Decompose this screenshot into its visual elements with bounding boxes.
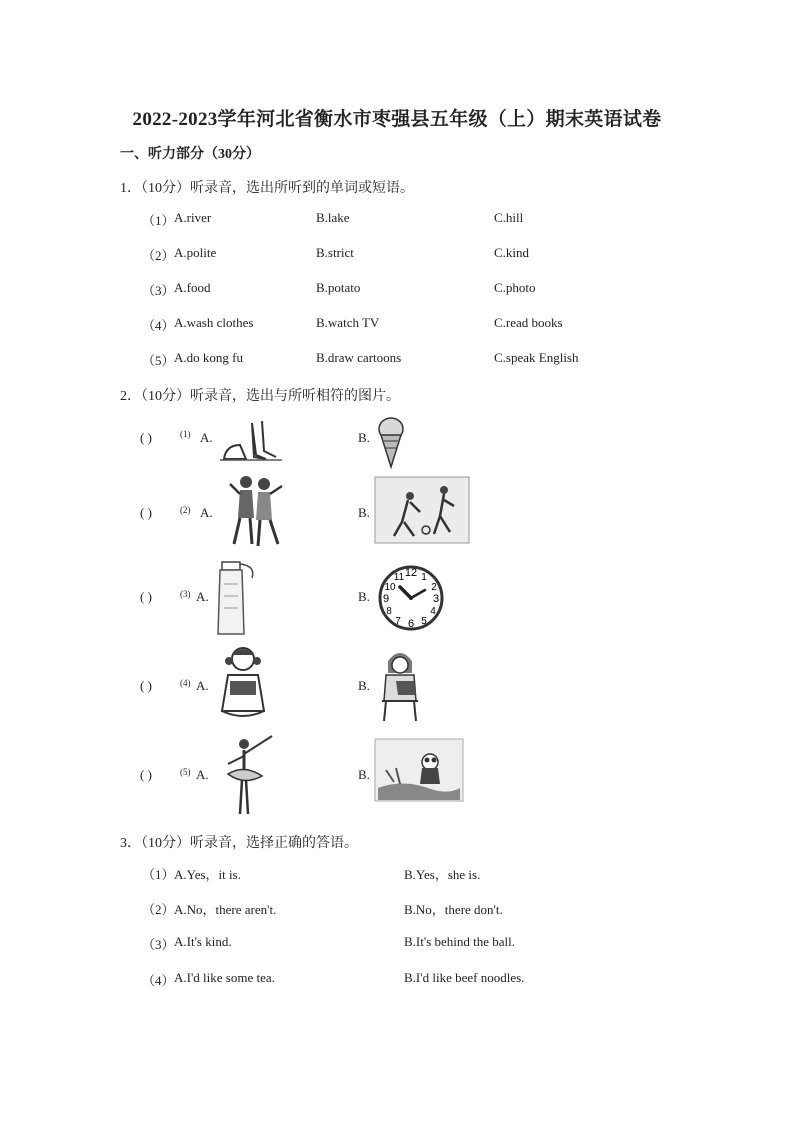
q1-row-5-option-c[interactable]: C.speak English <box>494 350 579 365</box>
q2-row-3-picture-a[interactable] <box>212 556 260 638</box>
q3-row-4-option-a[interactable]: A.I'd like some tea. <box>174 970 275 985</box>
q1-row-5-num: （5） <box>142 353 175 368</box>
q2-row-5-picture-a[interactable] <box>214 734 278 816</box>
q2-row-1-picture-b[interactable] <box>376 415 406 470</box>
q2-row-2-answer-blank[interactable]: ( ) <box>140 505 152 520</box>
q1-row-2-option-b[interactable]: B.strict <box>316 245 354 260</box>
q2-row-2 <box>140 472 540 552</box>
q1-row-4-option-c[interactable]: C.read books <box>494 315 563 330</box>
q2-row-2-picture-b[interactable] <box>374 476 470 544</box>
q3-row-4-option-b[interactable]: B.I'd like beef noodles. <box>404 970 525 985</box>
section-heading: 一、听力部分（30分） <box>120 147 260 162</box>
q1-row-1-option-b[interactable]: B.lake <box>316 210 350 225</box>
q1-row-1-num: （1） <box>142 213 175 228</box>
q1-row-3-option-a[interactable]: A.food <box>174 280 211 295</box>
q2-row-5-picture-b[interactable] <box>374 738 464 802</box>
q2-row-4-label-b: B. <box>358 678 370 693</box>
clock-number-10: 10 <box>384 582 396 593</box>
q2-row-5-answer-blank[interactable]: ( ) <box>140 767 152 782</box>
q2-row-3-num: (3) <box>180 589 191 599</box>
q2-row-5-label-b: B. <box>358 767 370 782</box>
q2-row-4 <box>140 645 540 725</box>
clock-number-2: 2 <box>431 582 437 593</box>
q1-row-2-option-c[interactable]: C.kind <box>494 245 530 260</box>
q2-row-2-num: (2) <box>180 505 191 515</box>
q1-row-5-option-b[interactable]: B.draw cartoons <box>316 350 402 365</box>
page-title: 2022-2023学年河北省衡水市枣强县五年级（上）期末英语试卷 <box>132 109 662 130</box>
q2-row-4-num: (4) <box>180 678 191 688</box>
q1-row-3-option-b[interactable]: B.potato <box>316 280 361 295</box>
clock-number-1: 1 <box>421 572 427 583</box>
q2-row-3-label-b: B. <box>358 589 370 604</box>
clock-number-8: 8 <box>386 606 392 617</box>
q2-row-2-label-a: A. <box>200 505 213 520</box>
clock-number-3: 3 <box>432 593 440 605</box>
q2-row-4-picture-b[interactable] <box>374 645 426 725</box>
q3-row-1-option-b[interactable]: B.Yes，she is. <box>404 867 481 882</box>
q1-row-4-num: （4） <box>142 318 175 333</box>
clock-number-12: 12 <box>404 567 418 579</box>
q2-row-1-num: (1) <box>180 429 191 439</box>
q1-row-4-option-a[interactable]: A.wash clothes <box>174 315 254 330</box>
q2-row-5-label-a: A. <box>196 767 209 782</box>
q3-row-2-num: （2） <box>142 902 175 917</box>
q2-row-4-label-a: A. <box>196 678 209 693</box>
q2-row-5-num: (5) <box>180 767 191 777</box>
q2-row-1-label-a: A. <box>200 430 213 445</box>
q1-row-3-option-c[interactable]: C.photo <box>494 280 536 295</box>
q3-row-1-num: （1） <box>142 867 175 882</box>
q2-row-5 <box>140 734 540 814</box>
q1-row-2-num: （2） <box>142 248 175 263</box>
q3-row-1-option-a[interactable]: A.Yes，it is. <box>174 867 241 882</box>
clock-number-4: 4 <box>430 606 436 617</box>
clock-number-9: 9 <box>382 593 390 605</box>
clock-number-11: 11 <box>393 572 405 583</box>
q3-row-2-option-a[interactable]: A.No，there aren't. <box>174 902 277 917</box>
question-3-stem: 3．（10分）听录音，选择正确的答语。 <box>120 836 358 851</box>
q2-row-1-picture-a[interactable] <box>216 415 286 465</box>
q3-row-4-num: （4） <box>142 973 175 988</box>
q1-row-2-option-a[interactable]: A.polite <box>174 245 217 260</box>
q2-row-3-clock[interactable] <box>376 560 446 634</box>
q2-row-2-picture-a[interactable] <box>226 472 286 548</box>
q1-row-5-option-a[interactable]: A.do kong fu <box>174 350 243 365</box>
q2-row-4-picture-a[interactable] <box>214 645 272 723</box>
q1-row-1-option-a[interactable]: A.river <box>174 210 212 225</box>
q2-row-1-answer-blank[interactable]: ( ) <box>140 430 152 445</box>
q2-row-2-label-b: B. <box>358 505 370 520</box>
question-1-stem: 1．（10分）听录音，选出所听到的单词或短语。 <box>120 181 414 196</box>
q2-row-4-answer-blank[interactable]: ( ) <box>140 678 152 693</box>
q1-row-1-option-c[interactable]: C.hill <box>494 210 524 225</box>
q3-row-3-option-a[interactable]: A.It's kind. <box>174 934 232 949</box>
q2-row-3 <box>140 556 540 636</box>
q2-row-3-label-a: A. <box>196 589 209 604</box>
question-2-stem: 2．（10分）听录音，选出与所听相符的图片。 <box>120 389 400 404</box>
q3-row-2-option-b[interactable]: B.No，there don't. <box>404 902 503 917</box>
clock-number-6: 6 <box>407 618 415 630</box>
clock-number-5: 5 <box>421 616 427 627</box>
q3-row-3-num: （3） <box>142 937 175 952</box>
q2-row-3-answer-blank[interactable]: ( ) <box>140 589 152 604</box>
q1-row-4-option-b[interactable]: B.watch TV <box>316 315 380 330</box>
q3-row-3-option-b[interactable]: B.It's behind the ball. <box>404 934 516 949</box>
q1-row-3-num: （3） <box>142 283 175 298</box>
q2-row-1-label-b: B. <box>358 430 370 445</box>
clock-number-7: 7 <box>395 616 401 627</box>
